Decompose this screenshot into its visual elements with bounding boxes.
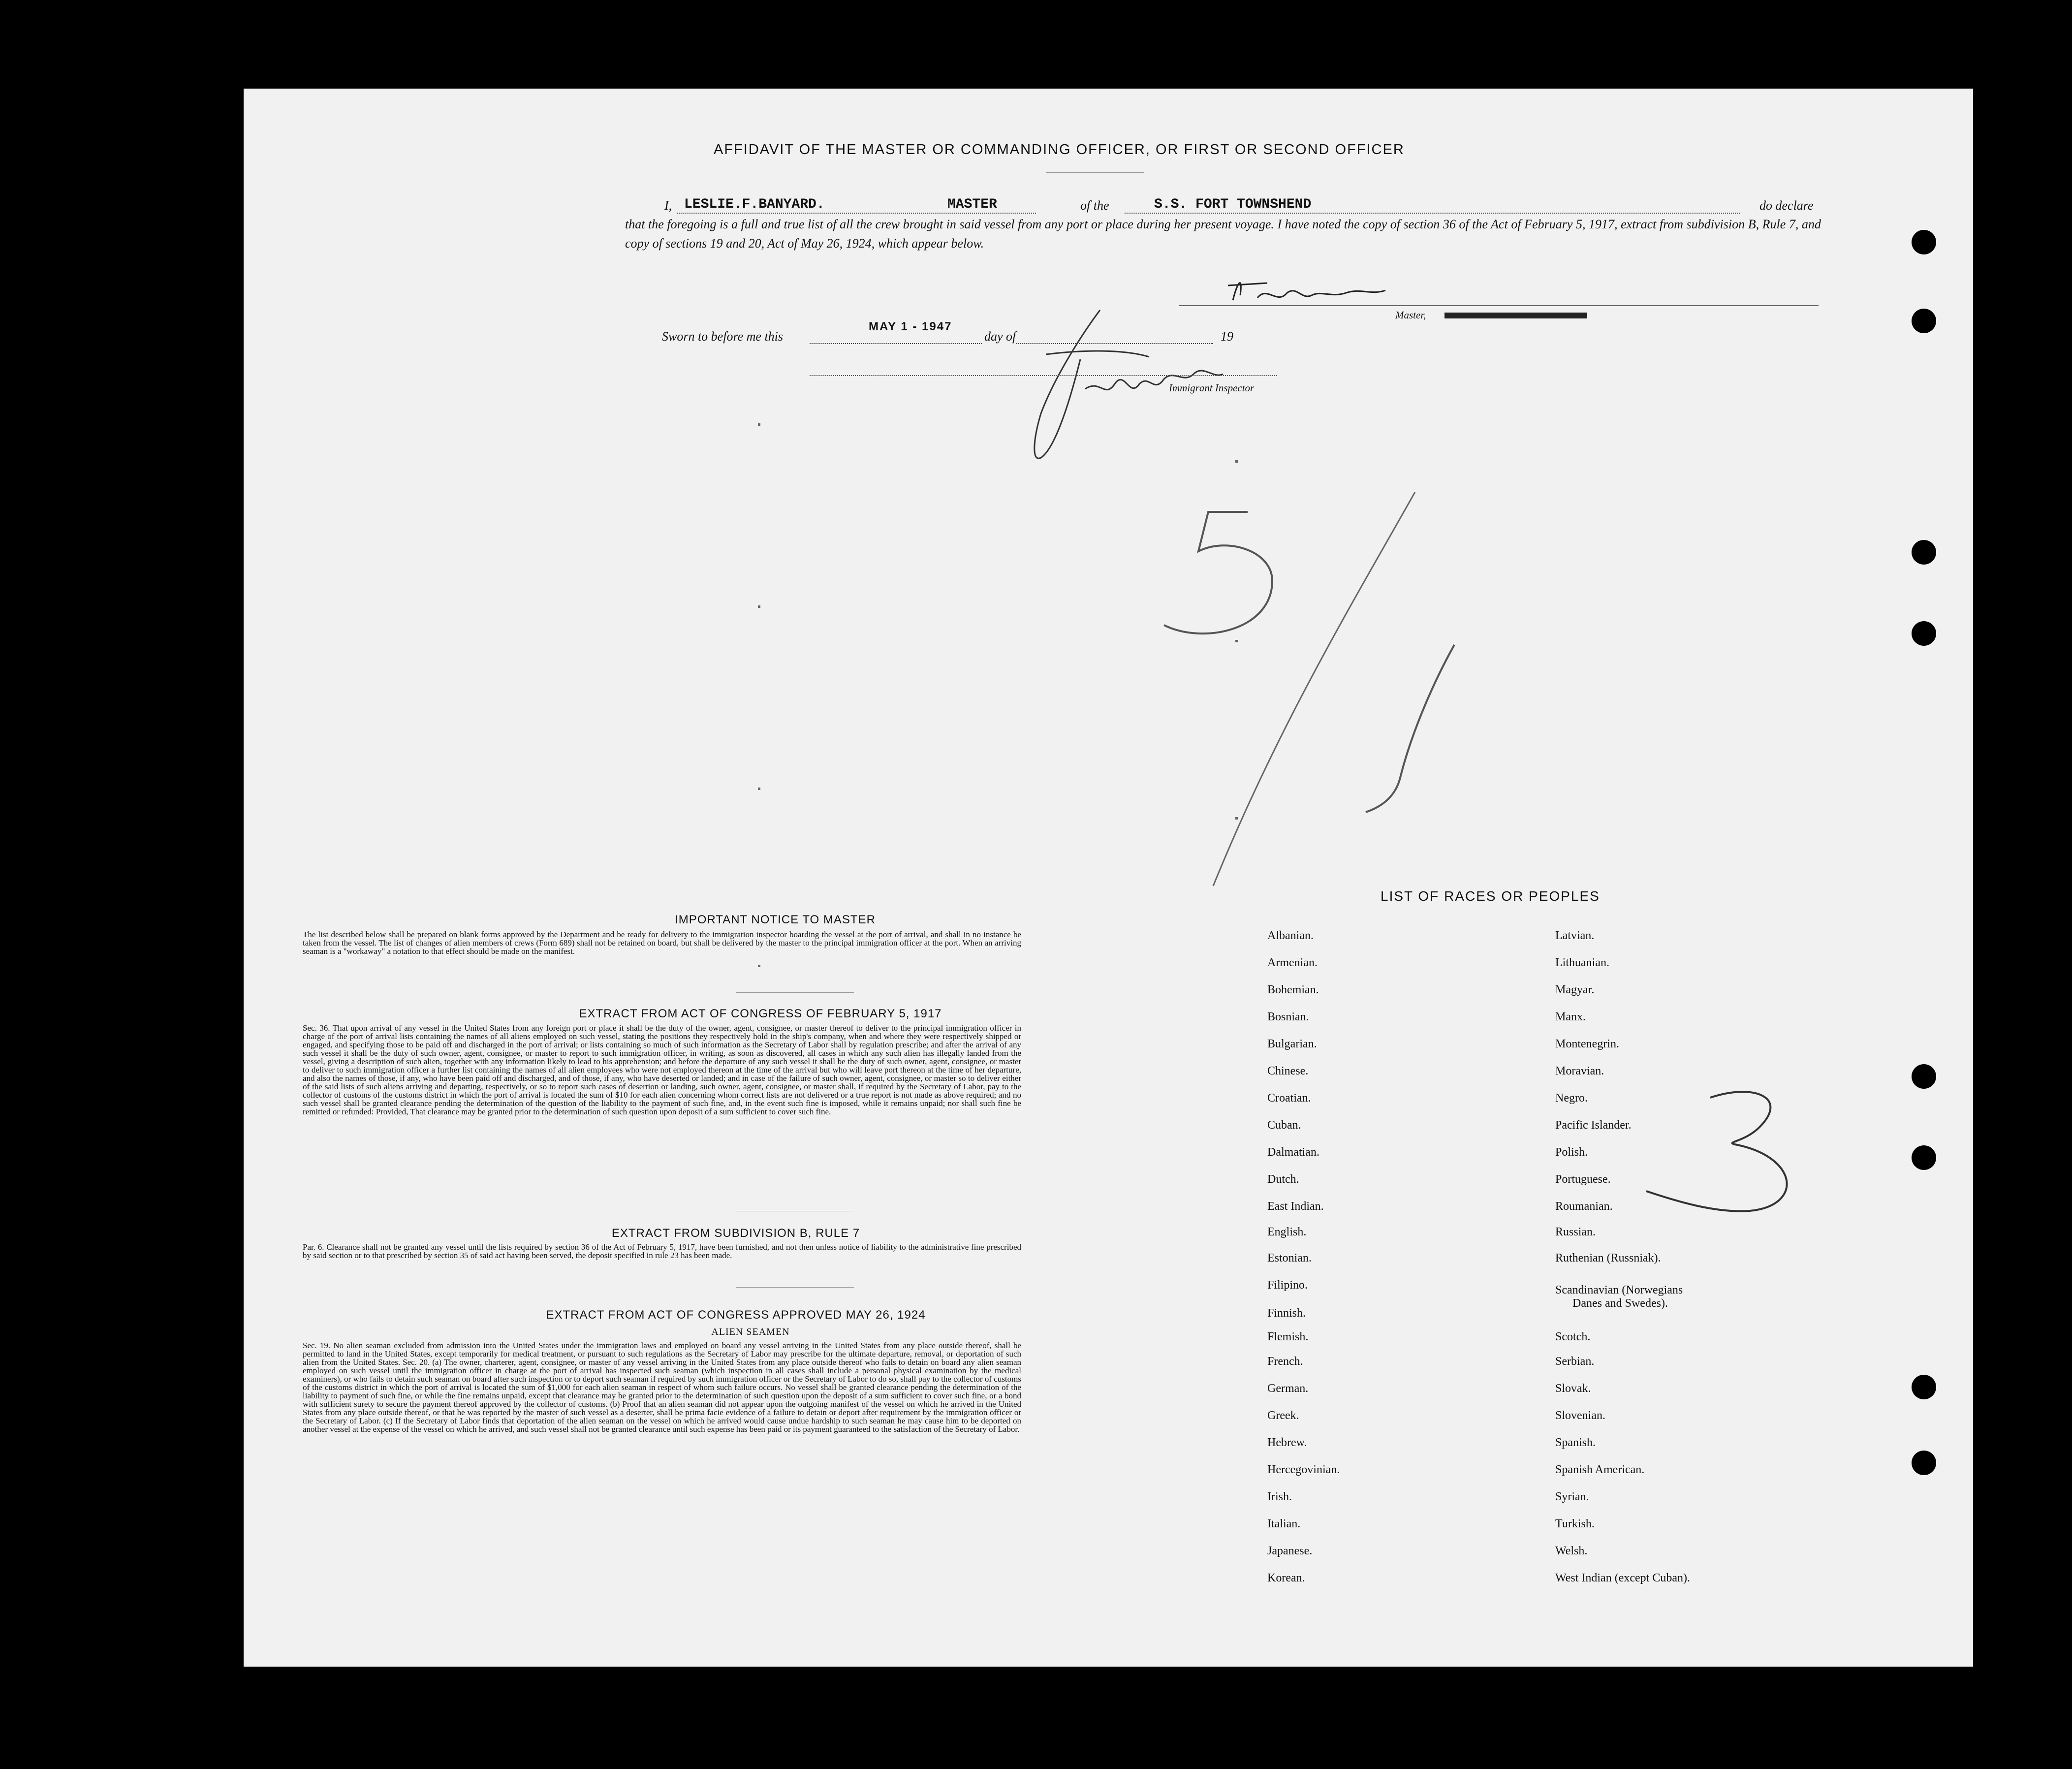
master-signature (1223, 271, 1410, 315)
notice-title: IMPORTANT NOTICE TO MASTER (675, 913, 876, 926)
race-item: East Indian. (1267, 1200, 1324, 1213)
race-item: Albanian. (1267, 929, 1314, 942)
race-item: Finnish. (1267, 1307, 1306, 1320)
race-item: Latvian. (1555, 929, 1595, 942)
form-dot (758, 965, 760, 967)
year-prefix: 19 (1221, 329, 1233, 344)
inspector-label: Immigrant Inspector (1169, 382, 1255, 394)
race-item: Pacific Islander. (1555, 1119, 1632, 1132)
extract-rule7-text: Par. 6. Clearance shall not be granted any vessel until the lists required by section 36 of the Act of February 5, 1917, have been furnished, and not then unless notice of liability to the administrative fine prescribed by said section or to that prescribed by section 35 of said act having been served, the deposit specified in rule 23 has been made. (303, 1242, 1021, 1260)
document-page (244, 89, 1973, 1667)
sworn-label: Sworn to before me this (662, 329, 784, 344)
race-item: Greek. (1267, 1409, 1299, 1422)
divider (736, 992, 854, 993)
day-of-label: day of (984, 329, 1016, 344)
race-item: Ruthenian (Russniak). (1555, 1252, 1661, 1264)
pencil-mark-3 (1636, 1088, 1823, 1216)
extract-1924-text: Sec. 19. No alien seaman excluded from admission into the United States under the immigration laws and employed on board any vessel arriving in the United States from any place outside thereof, shall be permitted to land in the United States, except temporarily for medical treatment, or pursuant to such regulations as the Secretary of Labor may prescribe for the ultimate departure, removal, or deportation of such alien from the United States. Sec. 20. (a) The owner, charterer, agent, consignee, or master of any vessel arriving in the United States from any place outside thereof who fails to detain on board any alien seaman employed on such vessel until the immigration officer in charge at the port of arrival has inspected such seaman (which inspection in all cases shall include a personal physical examination by the medical examiners), or who fails to detain such seaman on board after such inspection or to deport such seaman if required by such immigration officer or the Secretary of Labor to do so, shall pay to the collector of customs of the customs district in which the port of arrival is located the sum of $1,000 for each alien seaman in respect of whom such failure occurs. No vessel shall be granted clearance pending the determination of the liability to payment of such fine, or while the fine remains unpaid, except that clearance may be granted prior to the determination of such question upon the deposit of a sum sufficient to cover such fine, or a bond with sufficient surety to secure the payment thereof approved by the collector of customs. (b) Proof that an alien seaman did not appear upon the outgoing manifest of the vessel on which he arrived in the United States from any place outside thereof, or that he was reported by the master of such vessel as a deserter, shall be prima facie evidence of a failure to detain or deport after requirement by the immigration officer or the Secretary of Labor. (c) If the Secretary of Labor finds that deportation of the alien seaman on the vessel on which he arrived would cause undue hardship to such seaman he may cause him to be deported on another vessel at the expense of the vessel on which he arrived, and such vessel shall not be granted clearance until such expense has been paid or its payment guaranteed to the satisfaction of the Secretary of Labor. (303, 1341, 1021, 1434)
vessel-name: S.S. FORT TOWNSHEND (1154, 197, 1312, 212)
extract-1917-text: Sec. 36. That upon arrival of any vessel in the United States from any foreign port or place it shall be the duty of the owner, agent, consignee, or master thereof to deliver to the principal immigration officer in charge of the port of arrival lists containing the names of all aliens employed on such vessel, stating the positions they respectively hold in the ship's company, when and where they were respectively shipped or engaged, and specifying those to be paid off and discharged in the port of arrival; or lists containing so much of such information as the Secretary of Labor shall by regulation prescribe; and after the arrival of any such vessel it shall be the duty of such owner, agent, consignee, or master to report to such immigration officer, in writing, as soon as discovered, all cases in which any such alien has illegally landed from the vessel, giving a description of such alien, together with any information likely to lead to his apprehension; and before the departure of any such vessel it shall be the duty of such owner, agent, consignee, or master to deliver to such immigration officer a further list containing the names of all alien employees who were not employed thereon at the time of the arrival but who will leave port thereon at the time of her departure, and also the names of those, if any, who have been paid off and discharged, and of those, if any, who have deserted or landed; and in case of the failure of such owner, agent, consignee, or master so to deliver either of the said lists of such aliens arriving and departing, respectively, or so to report such cases of desertion or landing, such owner, agent, consignee, or master shall, if required by the Secretary of Labor, pay to the collector of customs of the customs district in which the port of arrival is located the sum of $10 for each alien concerning whom correct lists are not delivered or a true report is not made as above required; and no such vessel shall be granted clearance pending the determination of the question of the liability to the payment of such fine, and, in the event such fine is imposed, while it remains unpaid; nor shall such fine be remitted or refunded: Provided, That clearance may be granted prior to the determination of such question upon deposit of a sum sufficient to cover such fine. (303, 1023, 1021, 1116)
affidavit-title: AFFIDAVIT OF THE MASTER OR COMMANDING OFFICER, OR FIRST OR SECOND OFFICER (714, 142, 1405, 158)
race-item: Slovak. (1555, 1382, 1591, 1395)
race-item: Japanese. (1267, 1545, 1313, 1557)
race-item: Lithuanian. (1555, 956, 1609, 969)
form-dot (1235, 817, 1238, 820)
form-dot (1235, 460, 1238, 463)
race-item: Turkish. (1555, 1517, 1595, 1530)
form-dot (758, 423, 760, 426)
race-item: Spanish American. (1555, 1463, 1645, 1476)
race-item: Syrian. (1555, 1490, 1589, 1503)
binder-hole (1912, 1145, 1936, 1170)
inspector-line (810, 375, 1277, 376)
master-name: LESLIE.F.BANYARD. (684, 197, 825, 212)
race-item: Magyar. (1555, 983, 1595, 996)
race-item: English. (1267, 1226, 1307, 1238)
form-dot (758, 605, 760, 608)
binder-hole (1912, 1375, 1936, 1399)
race-item: Negro. (1555, 1092, 1588, 1105)
extract-1924-title: EXTRACT FROM ACT OF CONGRESS APPROVED MAY 26, 1924 (546, 1308, 926, 1322)
race-item: Croatian. (1267, 1092, 1311, 1105)
race-item: Flemish. (1267, 1330, 1309, 1343)
race-item: Spanish. (1555, 1436, 1596, 1449)
race-item: Russian. (1555, 1226, 1596, 1238)
form-dot (1235, 640, 1238, 642)
races-title: LIST OF RACES OR PEOPLES (1381, 888, 1600, 904)
race-item: German. (1267, 1382, 1309, 1395)
sworn-date: MAY 1 - 1947 (869, 320, 952, 333)
race-item: Bohemian. (1267, 983, 1319, 996)
form-dot (758, 788, 760, 790)
race-item: Portuguese. (1555, 1173, 1611, 1186)
extract-rule7-title: EXTRACT FROM SUBDIVISION B, RULE 7 (611, 1227, 860, 1240)
race-item: Danes and Swedes). (1572, 1297, 1668, 1310)
do-declare-label: do declare (1759, 198, 1814, 213)
race-item: Manx. (1555, 1011, 1586, 1023)
race-item: Polish. (1555, 1146, 1588, 1159)
master-label: Master, (1395, 309, 1426, 321)
binder-hole (1912, 621, 1936, 646)
race-item: Armenian. (1267, 956, 1318, 969)
race-item: Scotch. (1555, 1330, 1591, 1343)
pencil-mark-5-1 (1154, 482, 1548, 925)
struck-title (1444, 313, 1587, 318)
race-item: Italian. (1267, 1517, 1301, 1530)
sworn-date-line (810, 343, 982, 344)
race-item: Cuban. (1267, 1119, 1301, 1132)
binder-hole (1912, 1064, 1936, 1089)
declaration-text: that the foregoing is a full and true list of all the crew brought in said vessel from any port or place during her present voyage. I have noted the copy of section 36 of the Act of February 5, 1917, extract from subdivision B, Rule 7, and copy of sections 19 and 20, Act of May 26, 1924, which appear below. (625, 217, 1821, 251)
extract-1917-title: EXTRACT FROM ACT OF CONGRESS OF FEBRUARY 5, 1917 (579, 1007, 942, 1020)
divider (736, 1287, 854, 1288)
race-item: Bulgarian. (1267, 1038, 1317, 1050)
of-the-label: of the (1080, 198, 1109, 213)
binder-hole (1912, 540, 1936, 565)
race-item: Chinese. (1267, 1065, 1309, 1077)
race-item: West Indian (except Cuban). (1555, 1572, 1690, 1584)
race-item: Irish. (1267, 1490, 1292, 1503)
title-rule (1046, 172, 1144, 173)
race-item: French. (1267, 1355, 1303, 1368)
race-item: Filipino. (1267, 1279, 1308, 1292)
name-line (677, 213, 1036, 214)
race-item: Hebrew. (1267, 1436, 1307, 1449)
race-item: Estonian. (1267, 1252, 1312, 1264)
binder-hole (1912, 309, 1936, 333)
extract-1924-subtitle: ALIEN SEAMEN (711, 1327, 790, 1337)
race-item: Bosnian. (1267, 1011, 1309, 1023)
race-item: Korean. (1267, 1572, 1305, 1584)
race-item: Moravian. (1555, 1065, 1604, 1077)
binder-hole (1912, 1451, 1936, 1475)
race-item: Roumanian. (1555, 1200, 1613, 1213)
master-signature-line (1179, 305, 1819, 306)
race-item: Dalmatian. (1267, 1146, 1319, 1159)
declaration-i: I, (664, 198, 672, 213)
race-item: Montenegrin. (1555, 1038, 1619, 1050)
race-item: Hercegovinian. (1267, 1463, 1340, 1476)
race-item: Welsh. (1555, 1545, 1588, 1557)
binder-hole (1912, 230, 1936, 254)
rank-value: MASTER (947, 197, 997, 212)
notice-text: The list described below shall be prepared on blank forms approved by the Department and be ready for delivery to the immigration inspector boarding the vessel at the port of arrival, and shall in no instance be taken from the vessel. The list of changes of alien members of crews (Form 689) shall not be retained on board, but shall be delivered by the master to the principal immigration officer at the port. When an arriving seaman is a "workaway" a notation to that effect should be made on the manifest. (303, 930, 1021, 956)
race-item: Serbian. (1555, 1355, 1595, 1368)
race-item: Dutch. (1267, 1173, 1299, 1186)
vessel-line (1125, 213, 1740, 214)
race-item: Slovenian. (1555, 1409, 1605, 1422)
race-item: Scandinavian (Norwegians (1555, 1284, 1683, 1296)
